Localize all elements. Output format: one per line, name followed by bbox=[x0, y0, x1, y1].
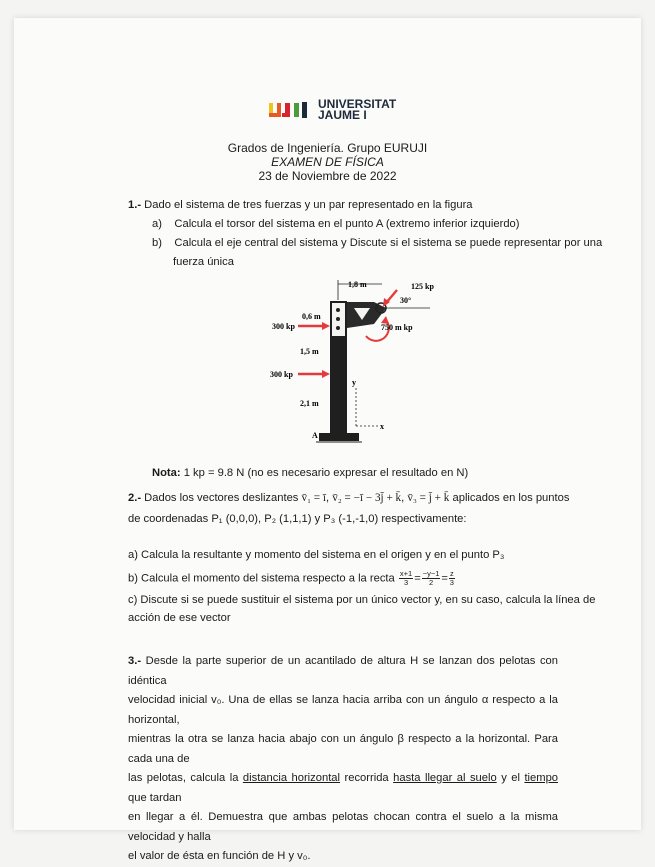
angle-label: 30° bbox=[400, 296, 412, 305]
logo-line2: JAUME I bbox=[318, 108, 367, 122]
q1-item-a bbox=[152, 217, 520, 231]
q2-frac1: $\frac{x+1}{3}$ bbox=[399, 569, 413, 587]
q3-line6: el valor de ésta en función de H y v₀. bbox=[128, 850, 311, 862]
dim-15-label: 1,5 m bbox=[300, 347, 319, 356]
eq-sign: = bbox=[414, 572, 421, 585]
dim-21-label: 2,1 m bbox=[300, 399, 319, 408]
q3-underline-ground: hasta llegar al suelo bbox=[393, 772, 497, 784]
eq-sign: = bbox=[441, 572, 448, 585]
q2-v3: v̄₃ = j̄ + k̄ bbox=[407, 492, 450, 504]
q2-tail: aplicados en los puntos bbox=[452, 492, 570, 504]
university-logo bbox=[269, 99, 396, 121]
q1-text: Dado el sistema de tres fuerzas y un par representado en la figura bbox=[144, 199, 473, 211]
q3-number: 3.- bbox=[128, 655, 142, 667]
q3-paragraph bbox=[128, 652, 558, 867]
q3-underline-time: tiempo bbox=[524, 772, 559, 784]
q3-line3: mientras la otra se lanza hacia abajo con un ángulo β respecto a la horizontal. Para cada una de bbox=[128, 733, 558, 765]
q2-item-c1: c) Discute si se puede sustituir el sistema por un único vector y, en su caso, calcula la línea de bbox=[128, 594, 596, 606]
q3-l1: Desde la parte superior de un acantilado de altura H se lanzan dos pelotas con idéntica bbox=[128, 655, 558, 687]
axes bbox=[352, 378, 384, 431]
dim-top-label: 1,8 m bbox=[348, 280, 367, 289]
q1-b-text1: Calcula el eje central del sistema y Discute si el sistema se puede representar por una bbox=[174, 237, 603, 249]
q3-line4: las pelotas, calcula la distancia horizontal recorrida hasta llegar al suelo y el tiempo que tardan bbox=[128, 772, 559, 804]
q2-v2: v̄₂ = −ī − 3j̄ + k̄ bbox=[332, 492, 402, 504]
q1-number: 1.- bbox=[128, 199, 142, 211]
q1-note bbox=[152, 466, 468, 480]
q3-underline-distance: distancia horizontal bbox=[242, 772, 341, 784]
q1-b-label: b) bbox=[152, 237, 162, 249]
q1-b-text2: fuerza única bbox=[173, 256, 234, 268]
q1-a-label: a) bbox=[152, 218, 162, 230]
dimension-top bbox=[338, 280, 382, 300]
exam-subtitle: Grados de Ingeniería. Grupo EURUJI bbox=[227, 141, 428, 155]
force-300-upper bbox=[272, 322, 330, 331]
q2-b-prefix: b) Calcula el momento del sistema respecto a la recta bbox=[128, 572, 395, 585]
q2-frac2: $\frac{-y-1}{2}$ bbox=[422, 569, 440, 587]
q1-figure bbox=[262, 276, 462, 452]
exam-title: EXAMEN DE FÍSICA bbox=[271, 155, 384, 169]
couple-label: 750 m kp bbox=[381, 323, 413, 332]
q2-intro: Dados los vectores deslizantes bbox=[144, 492, 299, 504]
q2-number: 2.- bbox=[128, 492, 142, 504]
q3-line1 bbox=[128, 652, 558, 691]
q2-item-c2: acción de ese vector bbox=[128, 612, 231, 624]
dim-06-label: 0,6 m bbox=[302, 312, 321, 321]
q3-line2: velocidad inicial v₀. Una de ellas se lanza hacia arriba con un ángulo α respecto a la horizontal, bbox=[128, 694, 558, 726]
q2-item-a: a) Calcula la resultante y momento del sistema en el origen y en el punto P₃ bbox=[128, 549, 505, 561]
uji-logo-icon bbox=[269, 102, 313, 118]
q2-frac3: $\frac{z}{3}$ bbox=[449, 569, 454, 587]
q2-item-b bbox=[128, 570, 456, 587]
q2-line2: de coordenadas P₁ (0,0,0), P₂ (1,1,1) y P₃ (-1,-1,0) respectivamente: bbox=[128, 513, 467, 525]
logo-line1: UNIVERSITAT bbox=[318, 97, 397, 111]
q3-line5: en llegar a él. Demuestra que ambas pelotas chocan contra el suelo a la misma velocidad y halla bbox=[128, 811, 558, 843]
axis-y-label: y bbox=[352, 378, 356, 387]
logo-text bbox=[318, 99, 396, 121]
q1-item-b bbox=[152, 236, 602, 250]
point-a-label: A bbox=[312, 431, 318, 440]
force-top-label: 125 kp bbox=[411, 282, 434, 291]
note-text: 1 kp = 9.8 N (no es necesario expresar el resultado en N) bbox=[183, 467, 469, 479]
exam-date: 23 de Noviembre de 2022 bbox=[258, 169, 397, 183]
q2-v1: v̄₁ = ī bbox=[301, 492, 327, 504]
note-label: Nota: bbox=[152, 467, 181, 479]
q1-a-text: Calcula el torsor del sistema en el punto A (extremo inferior izquierdo) bbox=[174, 218, 520, 230]
force-left2-label: 300 kp bbox=[270, 370, 293, 379]
force-300-lower bbox=[270, 370, 330, 379]
force-left1-label: 300 kp bbox=[272, 322, 295, 331]
q1-statement bbox=[128, 198, 473, 212]
q2-statement: 2.- Dados los vectores deslizantes v̄₁ = ī, v̄₂ = −ī − 3j̄ + k̄, v̄₃ = j̄ + k̄ aplicados en los puntos bbox=[128, 492, 570, 504]
axis-x-label: x bbox=[380, 422, 384, 431]
